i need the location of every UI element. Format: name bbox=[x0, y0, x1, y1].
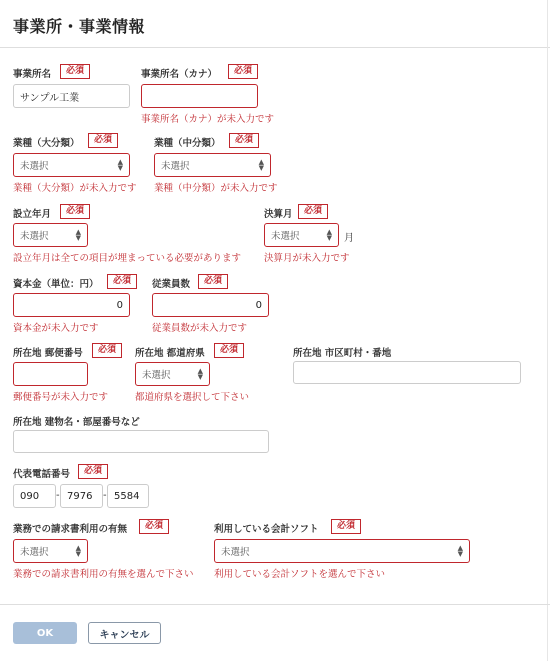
phone-part3-value: 5584 bbox=[114, 490, 140, 502]
building-label: 所在地 建物名・部屋番号など bbox=[13, 417, 140, 428]
office-name-kana-label: 事業所名（カナ） bbox=[141, 69, 218, 80]
accounting-software-required-badge: 必須 bbox=[331, 519, 361, 534]
established-label: 設立年月 bbox=[13, 209, 52, 220]
industry-middle-required-badge: 必須 bbox=[229, 133, 259, 148]
office-name-kana-required-badge: 必須 bbox=[228, 64, 258, 79]
established-selected: 未選択 bbox=[20, 231, 49, 242]
select-arrows-icon: ▲ ▼ bbox=[258, 158, 264, 172]
invoice-usage-selected: 未選択 bbox=[20, 547, 49, 558]
office-name-kana-error: 事業所名（カナ）が未入力です bbox=[141, 114, 275, 125]
accounting-software-selected: 未選択 bbox=[221, 547, 250, 558]
industry-middle-select[interactable] bbox=[154, 153, 271, 177]
city-address-label: 所在地 市区町村・番地 bbox=[293, 348, 392, 359]
industry-middle-selected: 未選択 bbox=[161, 161, 190, 172]
industry-major-error: 業種（大分類）が未入力です bbox=[13, 183, 137, 194]
postal-code-label: 所在地 郵便番号 bbox=[13, 348, 83, 359]
postal-code-error: 郵便番号が未入力です bbox=[13, 392, 109, 403]
cancel-button[interactable]: キャンセル bbox=[88, 622, 161, 644]
phone-part1-input[interactable] bbox=[13, 484, 56, 508]
capital-value: 0 bbox=[116, 299, 123, 311]
established-required-badge: 必須 bbox=[60, 204, 90, 219]
select-arrows-icon: ▲ ▼ bbox=[75, 544, 81, 558]
industry-middle-error: 業種（中分類）が未入力です bbox=[154, 183, 278, 194]
select-arrows-icon: ▲ ▼ bbox=[326, 228, 332, 242]
employees-label: 従業員数 bbox=[152, 279, 191, 290]
industry-major-select[interactable] bbox=[13, 153, 130, 177]
building-input[interactable] bbox=[13, 430, 269, 453]
invoice-usage-select[interactable] bbox=[13, 539, 88, 563]
industry-major-selected: 未選択 bbox=[20, 161, 49, 172]
employees-value: 0 bbox=[255, 299, 262, 311]
established-select[interactable] bbox=[13, 223, 88, 247]
employees-input[interactable] bbox=[152, 293, 269, 317]
fiscal-month-suffix: 月 bbox=[344, 233, 354, 244]
accounting-software-select[interactable] bbox=[214, 539, 470, 563]
capital-input[interactable] bbox=[13, 293, 130, 317]
prefecture-label: 所在地 都道府県 bbox=[135, 348, 205, 359]
fiscal-month-label: 決算月 bbox=[264, 209, 293, 220]
postal-code-input[interactable] bbox=[13, 362, 88, 386]
office-name-input[interactable] bbox=[13, 84, 130, 108]
invoice-usage-error: 業務での請求書利用の有無を選んで下さい bbox=[13, 569, 194, 580]
fiscal-month-error: 決算月が未入力です bbox=[264, 253, 350, 264]
select-arrows-icon: ▲ ▼ bbox=[457, 544, 463, 558]
capital-label: 資本金（単位：円） bbox=[13, 279, 99, 290]
footer-divider bbox=[0, 604, 550, 605]
employees-required-badge: 必須 bbox=[198, 274, 228, 289]
prefecture-required-badge: 必須 bbox=[214, 343, 244, 358]
dialog-title: 事業所・事業情報 bbox=[13, 17, 146, 36]
phone-label: 代表電話番号 bbox=[13, 469, 71, 480]
select-arrows-icon: ▲ ▼ bbox=[75, 228, 81, 242]
accounting-software-error: 利用している会計ソフトを選んで下さい bbox=[214, 569, 386, 580]
phone-part2-value: 7976 bbox=[67, 490, 93, 502]
city-address-input[interactable] bbox=[293, 361, 521, 384]
industry-major-label: 業種（大分類） bbox=[13, 138, 80, 149]
phone-part2-input[interactable] bbox=[60, 484, 103, 508]
fiscal-month-select[interactable] bbox=[264, 223, 339, 247]
fiscal-month-required-badge: 必須 bbox=[298, 204, 328, 219]
postal-code-required-badge: 必須 bbox=[92, 343, 122, 358]
accounting-software-label: 利用している会計ソフト bbox=[214, 524, 319, 535]
phone-required-badge: 必須 bbox=[78, 464, 108, 479]
office-name-kana-input[interactable] bbox=[141, 84, 258, 108]
phone-separator-2: - bbox=[103, 490, 107, 501]
phone-part1-value: 090 bbox=[20, 490, 40, 502]
phone-part3-input[interactable] bbox=[107, 484, 149, 508]
employees-error: 従業員数が未入力です bbox=[152, 323, 248, 334]
select-arrows-icon: ▲ ▼ bbox=[117, 158, 123, 172]
capital-required-badge: 必須 bbox=[107, 274, 137, 289]
dialog-right-edge bbox=[547, 0, 548, 661]
ok-button[interactable]: OK bbox=[13, 622, 77, 644]
prefecture-error: 都道府県を選択して下さい bbox=[135, 392, 250, 403]
office-name-required-badge: 必須 bbox=[60, 64, 90, 79]
industry-major-required-badge: 必須 bbox=[88, 133, 118, 148]
office-name-label: 事業所名 bbox=[13, 69, 52, 80]
established-error: 設立年月は全ての項目が埋まっている必要があります bbox=[13, 253, 242, 264]
prefecture-select[interactable] bbox=[135, 362, 210, 386]
fiscal-month-selected: 未選択 bbox=[271, 231, 300, 242]
industry-middle-label: 業種（中分類） bbox=[154, 138, 221, 149]
invoice-usage-required-badge: 必須 bbox=[139, 519, 169, 534]
header-divider bbox=[0, 47, 550, 48]
phone-separator-1: - bbox=[56, 490, 60, 501]
invoice-usage-label: 業務での請求書利用の有無 bbox=[13, 524, 128, 535]
capital-error: 資本金が未入力です bbox=[13, 323, 99, 334]
office-name-value: サンプル工業 bbox=[20, 92, 80, 104]
prefecture-selected: 未選択 bbox=[142, 370, 171, 381]
select-arrows-icon: ▲ ▼ bbox=[197, 367, 203, 381]
